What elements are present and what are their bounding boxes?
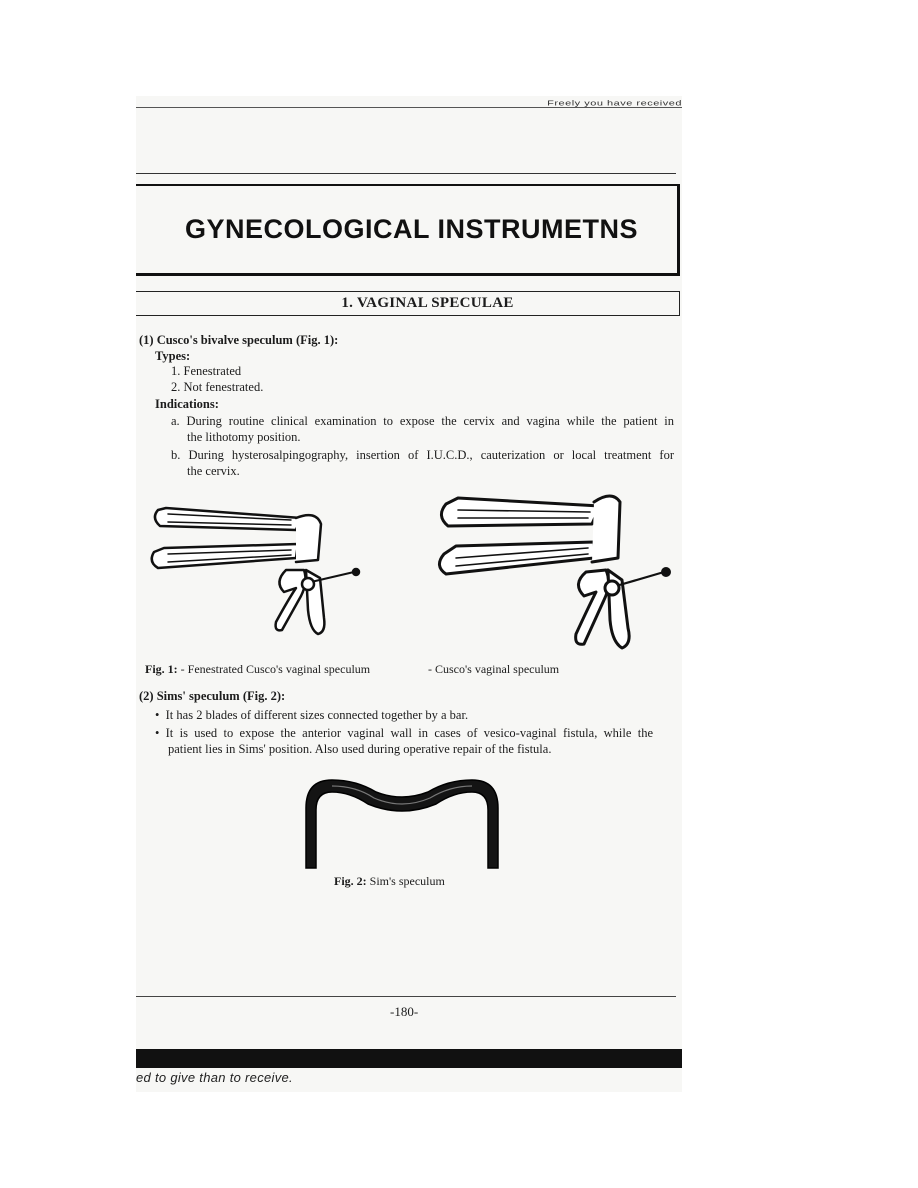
fig2-caption xyxy=(334,874,445,889)
page-number: -180- xyxy=(390,1004,419,1019)
indication-a-line2: the lithotomy position. xyxy=(187,430,301,444)
type-item-2: 2. Not fenestrated. xyxy=(171,380,264,394)
fig2-label: Fig. 2: xyxy=(334,874,367,888)
indications-label: Indications: xyxy=(155,397,219,411)
fig1-label: Fig. 1: xyxy=(145,662,178,676)
fig1-caption-left-text: - Fenestrated Cusco's vaginal speculum xyxy=(177,662,371,676)
sims-bullet-1-text: It has 2 blades of different sizes connected together by a bar. xyxy=(165,708,469,722)
black-bar xyxy=(136,1049,682,1068)
header-rule xyxy=(136,173,676,174)
indication-b-line2: the cervix. xyxy=(187,464,240,478)
fig1-caption-left xyxy=(145,662,370,677)
bullet-dot: • xyxy=(155,708,166,722)
section-title: 1. VAGINAL SPECULAE xyxy=(341,295,514,311)
sims-bullet-2-line1: It is used to expose the anterior vaginal wall in cases of vesico-vaginal fistula, while the xyxy=(165,726,653,740)
types-label: Types: xyxy=(155,349,191,363)
fenestrated-cusco-speculum-illustration xyxy=(146,500,361,650)
cusco-speculum-illustration xyxy=(432,488,672,658)
page-title: GYNECOLOGICAL INSTRUMETNS xyxy=(184,214,639,244)
sims-bullet-2 xyxy=(155,725,653,741)
cusco-heading: (1) Cusco's bivalve speculum (Fig. 1): xyxy=(139,333,339,347)
top-snippet: Freely you have received xyxy=(547,99,682,108)
bottom-snippet: ed to give than to receive. xyxy=(136,1070,293,1085)
title-box xyxy=(136,184,680,276)
sims-bullet-2-line2: patient lies in Sims' position. Also used during operative repair of the fistula. xyxy=(168,742,552,756)
fig1-caption-right: - Cusco's vaginal speculum xyxy=(428,662,560,676)
sims-speculum-illustration xyxy=(296,772,508,872)
indication-b-line1: b. During hysterosalpingography, insertion of I.U.C.D., cauterization or local treatment for xyxy=(171,448,674,462)
indication-a-line1: a. During routine clinical examination to expose the cervix and vagina while the patient in xyxy=(171,414,674,428)
bullet-dot: • xyxy=(155,726,166,740)
sims-bullet-1 xyxy=(155,707,468,723)
type-item-1: 1. Fenestrated xyxy=(171,364,242,378)
sims-heading: (2) Sims' speculum (Fig. 2): xyxy=(139,689,286,703)
fig2-caption-text: Sim's speculum xyxy=(366,874,445,888)
section-box xyxy=(136,291,680,316)
footer-rule xyxy=(136,996,676,997)
